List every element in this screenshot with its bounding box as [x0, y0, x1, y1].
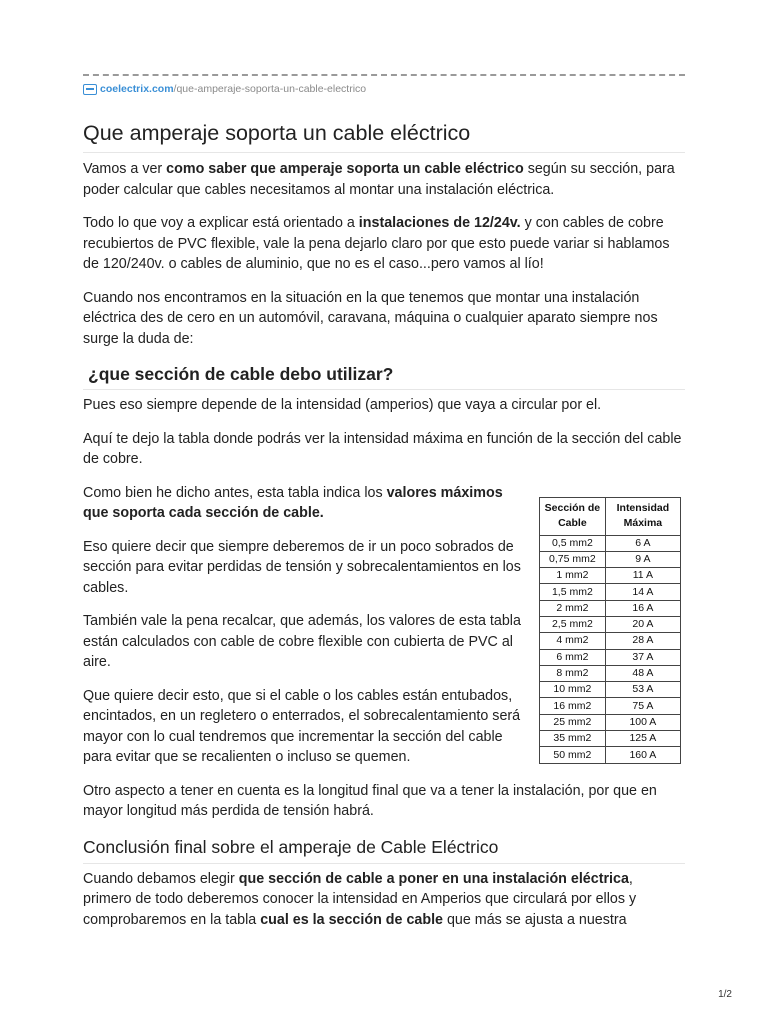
table-row [540, 600, 681, 616]
table-row [540, 649, 681, 665]
paragraph-conclusion: Cuando debamos elegir que sección de cable a poner en una instalación eléctrica, primero de todo deberemos conocer la intensidad en Amperios que circulará por ellos y comprobaremos en la tabla cual es la sección de cable que más se ajusta a nuestra [83, 870, 637, 928]
cell-section: 25 mm2 [540, 714, 606, 730]
cell-section: 2,5 mm2 [540, 616, 606, 632]
cell-intensity: 6 A [605, 535, 680, 551]
page-title: Que amperaje soporta un cable eléctrico [83, 118, 685, 153]
paragraph-situation: Cuando nos encontramos en la situación en la que tenemos que montar una instalación eléctrica des de cero en un automóvil, caravana, máquina o cualquier aparato siempre nos surge la duda de: [83, 289, 658, 347]
section-heading-question: ¿que sección de cable debo utilizar? [83, 362, 685, 390]
cell-intensity: 160 A [605, 747, 680, 763]
table-row [540, 714, 681, 730]
cell-section: 10 mm2 [540, 682, 606, 698]
table-row [540, 535, 681, 551]
table-row [540, 551, 681, 567]
cell-intensity: 20 A [605, 616, 680, 632]
source-path[interactable]: /que-amperaje-soporta-un-cable-electrico [173, 83, 367, 95]
table-header-row [540, 497, 681, 535]
site-icon [83, 84, 97, 95]
source-domain[interactable]: coelectrix.com [100, 83, 174, 95]
table-row [540, 633, 681, 649]
cell-section: 50 mm2 [540, 747, 606, 763]
cell-section: 35 mm2 [540, 731, 606, 747]
paragraph-length: Otro aspecto a tener en cuenta es la longitud final que va a tener la instalación, por que en mayor longitud más perdida de tensión habrá. [83, 782, 657, 819]
cell-section: 4 mm2 [540, 633, 606, 649]
page-number: 1/2 [718, 989, 732, 1000]
cell-intensity: 11 A [605, 568, 680, 584]
paragraph-depends: Pues eso siempre depende de la intensidad (amperios) que vaya a circular por el. [83, 397, 602, 413]
source-url[interactable] [83, 82, 366, 96]
table-row [540, 731, 681, 747]
table-row [540, 698, 681, 714]
cell-section: 6 mm2 [540, 649, 606, 665]
paragraph-scope: Todo lo que voy a explicar está orientado a instalaciones de 12/24v. y con cables de cobre recubiertos de PVC flexible, vale la pena dejarlo claro por que esto puede variar si hablamos de 120/240v. o cables de aluminio, que no es el caso...pero vamos al lío! [83, 215, 670, 272]
paragraph-oversize: Eso quiere decir que siempre deberemos de ir un poco sobrados de sección para evitar perdidas de tensión y sobrecalentamientos en los cables. [83, 538, 521, 596]
table-row [540, 747, 681, 763]
table-row [540, 568, 681, 584]
table-header-section: Sección de Cable [540, 497, 606, 535]
cell-section: 2 mm2 [540, 600, 606, 616]
cell-intensity: 100 A [605, 714, 680, 730]
amperage-table [539, 497, 681, 764]
table-row [540, 682, 681, 698]
cell-intensity: 53 A [605, 682, 680, 698]
article [83, 118, 685, 943]
cell-intensity: 16 A [605, 600, 680, 616]
paragraph-pvc: También vale la pena recalcar, que además, los valores de esta tabla están calculados con cable de cobre flexible con cubierta de PVC al aire. [83, 613, 521, 670]
cell-section: 16 mm2 [540, 698, 606, 714]
cell-section: 1 mm2 [540, 568, 606, 584]
section-heading-conclusion: Conclusión final sobre el amperaje de Cable Eléctrico [83, 835, 685, 864]
table-row [540, 584, 681, 600]
paragraph-table-intro: Aquí te dejo la tabla donde podrás ver la intensidad máxima en función de la sección del cable de cobre. [83, 430, 682, 467]
table-row [540, 665, 681, 681]
cell-intensity: 75 A [605, 698, 680, 714]
cell-intensity: 14 A [605, 584, 680, 600]
paragraph-overheating: Que quiere decir esto, que si el cable o los cables están entubados, encintados, en un regletero o enterrados, el sobrecalentamiento será mayor con lo cual tendremos que incrementar la sección del cable para evitar que se recalienten o incluso se quemen. [83, 687, 521, 765]
header-divider [83, 74, 685, 76]
paragraph-intro: Vamos a ver como saber que amperaje soporta un cable eléctrico según su sección, para poder calcular que cables necesitamos al montar una instalación eléctrica. [83, 161, 675, 198]
cell-section: 1,5 mm2 [540, 584, 606, 600]
cell-section: 0,5 mm2 [540, 535, 606, 551]
cell-intensity: 37 A [605, 649, 680, 665]
table-header-intensity: Intensidad Máxima [605, 497, 680, 535]
cell-section: 0,75 mm2 [540, 551, 606, 567]
cell-intensity: 125 A [605, 731, 680, 747]
table-row [540, 616, 681, 632]
cell-intensity: 28 A [605, 633, 680, 649]
cell-intensity: 9 A [605, 551, 680, 567]
cell-intensity: 48 A [605, 665, 680, 681]
paragraph-max-values: Como bien he dicho antes, esta tabla indica los valores máximos que soporta cada sección de cable. [83, 484, 503, 521]
cell-section: 8 mm2 [540, 665, 606, 681]
amperage-table-figure [539, 497, 681, 764]
